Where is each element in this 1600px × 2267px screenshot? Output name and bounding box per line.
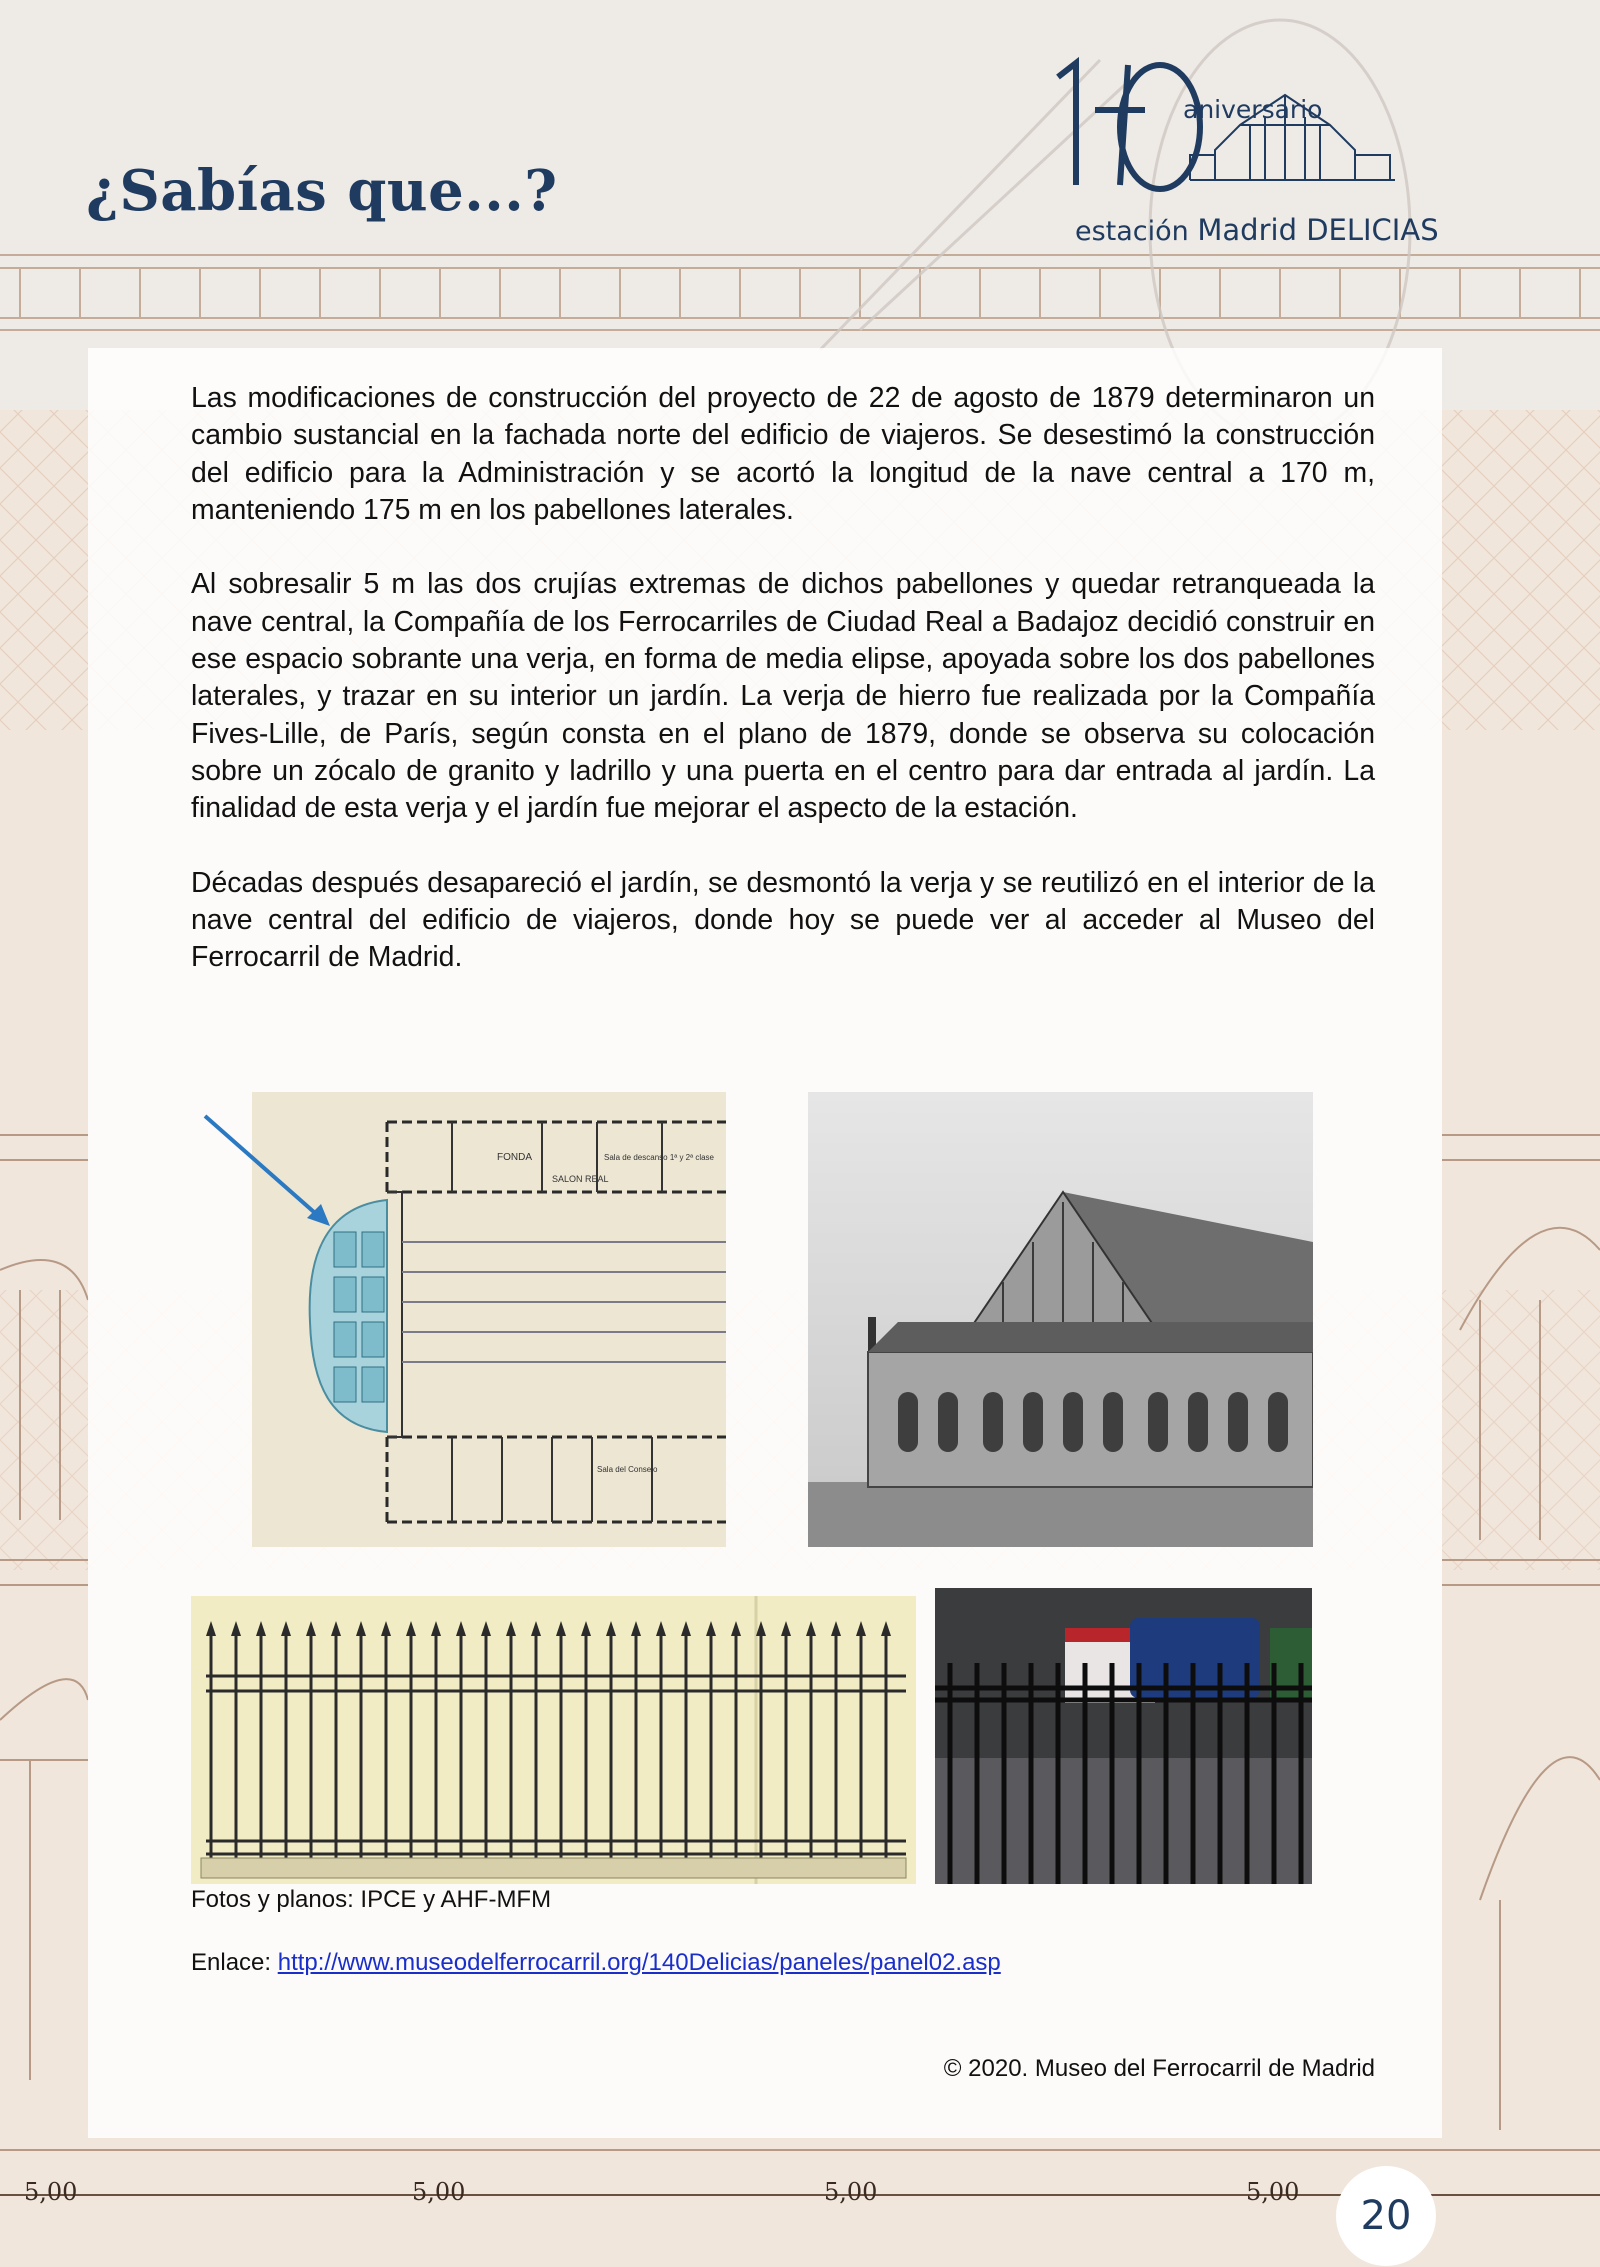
- logo-station-name: Madrid DELICIAS: [1197, 213, 1439, 247]
- dimension-label: 5,00: [1246, 2178, 1300, 2206]
- paragraph-2: Al sobresalir 5 m las dos crujías extremas de dichos pabellones y quedar retranqueada la nave central, la Compañía de los Ferrocarriles de Ciudad Real a Badajoz decidió construir en ese espacio sobrante una verja, en forma de media elipse, apoyada sobre los dos pabellones laterales, y trazar en su interior un jardín. La verja de hierro fue realizada por la Compañía Fives-Lille, de París, según consta en el plano de 1879, donde se observa su colocación sobre un zócalo de granito y ladrillo y una puerta en el centro para dar entrada al jardín. La finalidad de esta verja y el jardín fue mejorar el aspecto de la estación.: [191, 568, 1375, 825]
- arrow-icon: [195, 1110, 345, 1230]
- page-number: 20: [1336, 2166, 1436, 2266]
- link-prefix: Enlace:: [191, 1949, 278, 1976]
- paragraph-1: Las modificaciones de construcción del proyecto de 22 de agosto de 1879 determinaron un cambio sustancial en la fachada norte del edificio de viajeros. Se desestimó la construcción del edificio para la Administración y se acortó la longitud de la nave central a 170 m, manteniendo 175 m en los pabellones laterales.: [191, 382, 1375, 526]
- link-line: [191, 1949, 1001, 1977]
- dimension-label: 5,00: [412, 2178, 466, 2206]
- plan-label-sala-descanso: Sala de descanso 1ª y 2ª clase: [604, 1153, 714, 1162]
- panel-link[interactable]: http://www.museodelferrocarril.org/140Delicias/paneles/panel02.asp: [277, 1949, 1001, 1976]
- plan-label-fonda: FONDA: [497, 1152, 532, 1163]
- logo-station-text: [1075, 213, 1439, 247]
- dimension-label: 5,00: [24, 2178, 78, 2206]
- dimension-label: 5,00: [824, 2178, 878, 2206]
- historic-station-photo: [808, 1092, 1313, 1547]
- plan-label-salon-real: SALON REAL: [552, 1174, 609, 1184]
- museum-fence-photo: [935, 1588, 1312, 1884]
- plan-label-sala-consejo: Sala del Consejo: [597, 1465, 658, 1474]
- photo-credits: Fotos y planos: IPCE y AHF-MFM: [191, 1886, 552, 1913]
- copyright-notice: © 2020. Museo del Ferrocarril de Madrid: [943, 2055, 1375, 2082]
- article-body: [191, 380, 1375, 1014]
- fence-drawing: [191, 1596, 916, 1884]
- page-title: ¿Sabías que...?: [86, 158, 558, 224]
- paragraph-3: Décadas después desapareció el jardín, se desmontó la verja y se reutilizó en el interior de la nave central del edificio de viajeros, donde hoy se puede ver al acceder al Museo del Ferrocarril de Madrid.: [191, 866, 1375, 974]
- logo-station-prefix: estación: [1075, 216, 1189, 247]
- logo-graphic: [1040, 55, 1460, 215]
- logo-anniversary-text: aniversario: [1183, 95, 1323, 124]
- anniversary-logo: [1040, 55, 1460, 255]
